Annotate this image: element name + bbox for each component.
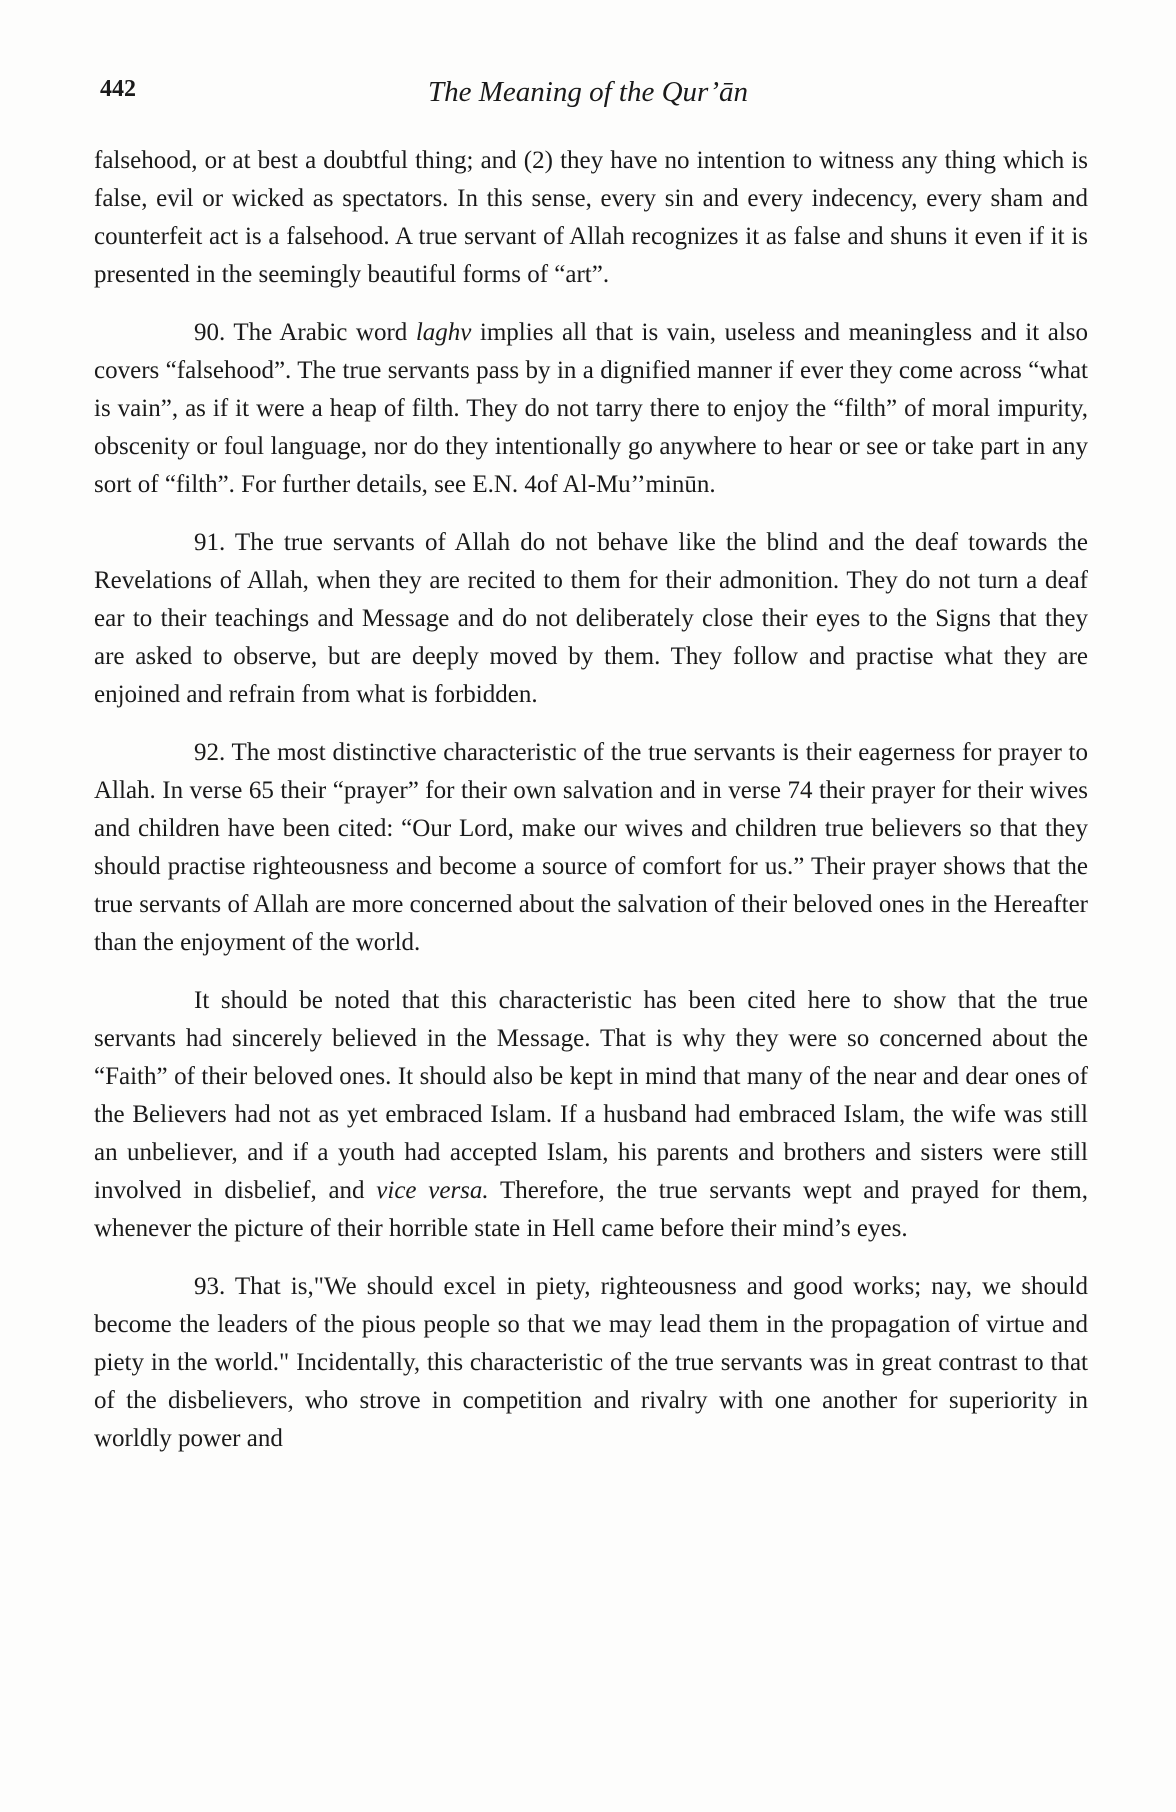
note-92-continuation — [94, 982, 1088, 1248]
note-91: 91. The true servants of Allah do not behave like the blind and the deaf towards the Revelations of Allah, when they are recited to them for their admonition. They do not turn a deaf ear to their teachings and Message and do not deliberately close their eyes to the Signs that they are asked to observe, but are deeply moved by them. They follow and practise what they are enjoined and refrain from what is forbidden. — [94, 529, 1088, 708]
note-90-before: 90. The Arabic word — [194, 319, 416, 346]
arabic-term-laghv: laghv — [415, 319, 472, 346]
note-92: 92. The most distinctive characteristic of the true servants is their eagerness for prayer to Allah. In verse 65 their “prayer” for their own salvation and in verse 74 their prayer for their wives and children have been cited: “Our Lord, make our wives and children true believers so that they should practise righteousness and become a source of comfort for us.” Their prayer shows that the true servants of Allah are more concerned about the salvation of their beloved ones in the Hereafter than the enjoyment of the world. — [94, 739, 1088, 956]
note-92b-after: Therefore, the true servants wept and prayed for them, whenever the picture of their horrible state in Hell came before their mind’s eyes. — [94, 1177, 1089, 1242]
page-header — [92, 76, 1092, 116]
note-90-after: implies all that is vain, useless and meaningless and it also covers “falsehood”. The true servants pass by in a dignified manner if ever they come across “what is vain”, as if it were a heap of filth. They do not tarry there to enjoy the “filth” of moral impurity, obscenity or foul language, nor do they intentionally go anywhere to hear or see or take part in any sort of “filth”. For further details, see E.N. 4of Al-Mu’’minūn. — [94, 319, 1088, 498]
page-number: 442 — [100, 76, 136, 102]
running-title: The Meaning of the Qur’ān — [428, 76, 749, 108]
paragraph-continuation: falsehood, or at best a doubtful thing; and (2) they have no intention to witness any thing which is false, evil or wicked as spectators. In this sense, every sin and every indecency, every sham and counterfeit act is a falsehood. A true servant of Allah recognizes it as false and shuns it even if it is presented in the seemingly beautiful forms of “art”. — [94, 147, 1088, 288]
term-vice-versa: vice versa. — [376, 1177, 489, 1204]
body-text — [94, 142, 1088, 1458]
note-90 — [94, 314, 1088, 504]
note-93: 93. That is,"We should excel in piety, righteousness and good works; nay, we should become the leaders of the pious people so that we may lead them in the propagation of virtue and piety in the world." Incidentally, this characteristic of the true servants was in great contrast to that of the disbelievers, who strove in competition and rivalry with one another for superiority in worldly power and — [94, 1273, 1088, 1452]
note-92b-before: It should be noted that this characteristic has been cited here to show that the true servants had sincerely believed in the Message. That is why they were so concerned about the “Faith” of their beloved ones. It should also be kept in mind that many of the near and dear ones of the Believers had not as yet embraced Islam. If a husband had embraced Islam, the wife was still an unbeliever, and if a youth had accepted Islam, his parents and brothers and sisters were still involved in disbelief, and — [94, 987, 1088, 1204]
